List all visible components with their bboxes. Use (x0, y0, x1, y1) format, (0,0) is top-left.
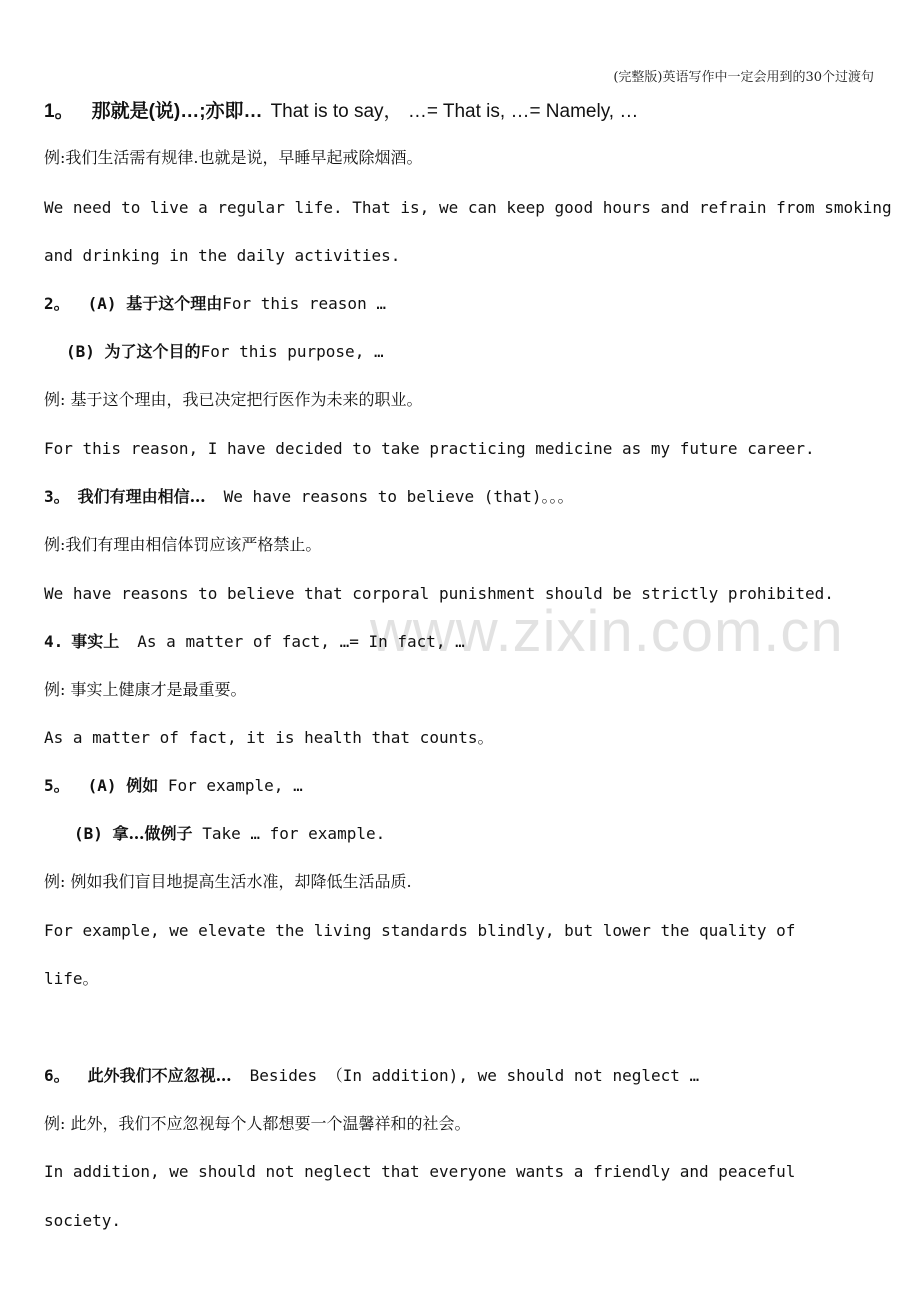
item-2-b-chinese: 为了这个目的 (104, 342, 201, 361)
item-5-example-en-2: life。 (44, 969, 99, 988)
item-1-example-en-1: We need to live a regular life. That is, we can keep good hours and refrain from smoking (44, 198, 892, 217)
item-5-example-en-1: For example, we elevate the living standards blindly, but lower the quality of (44, 921, 796, 940)
item-3-example-en-1: We have reasons to believe that corporal punishment should be strictly prohibited. (44, 584, 834, 603)
item-2-a-chinese: 基于这个理由 (126, 294, 223, 313)
item-2-example-cn: 例: 基于这个理由，我已决定把行医作为未来的职业。 (44, 390, 423, 409)
item-5-a-label: (A) (87, 776, 117, 795)
item-5-heading-a (44, 775, 303, 797)
item-4-english: As a matter of fact, …= In fact, … (137, 632, 465, 651)
item-2-b-label: (B) (66, 342, 95, 361)
item-4-heading (44, 631, 465, 653)
item-1-chinese: 那就是(说)…;亦即… (91, 101, 263, 122)
item-1-number: 1。 (44, 101, 74, 122)
item-6-chinese: 此外我们不应忽视… (87, 1066, 232, 1085)
item-4-example-cn: 例: 事实上健康才是最重要。 (44, 680, 247, 699)
item-1-example-cn: 例:我们生活需有规律.也就是说，早睡早起戒除烟酒。 (44, 148, 423, 167)
item-1-heading (44, 101, 638, 123)
item-5-example-cn: 例: 例如我们盲目地提高生活水准，却降低生活品质. (44, 872, 412, 891)
item-3-chinese: 我们有理由相信… (77, 487, 206, 506)
item-5-heading-b (74, 823, 385, 845)
item-3-number: 3。 (44, 487, 70, 506)
item-5-b-label: (B) (74, 824, 103, 843)
item-4-number: 4. (44, 632, 64, 651)
item-3-english: We have reasons to believe (that)。。。 (223, 487, 574, 506)
item-2-heading-a (44, 293, 386, 315)
item-4-example-en-1: As a matter of fact, it is health that counts。 (44, 728, 494, 747)
item-3-heading (44, 486, 574, 508)
item-2-b-english: For this purpose, … (200, 342, 384, 361)
item-6-example-en-1: In addition, we should not neglect that everyone wants a friendly and peaceful (44, 1162, 796, 1181)
item-2-heading-b (66, 341, 384, 363)
item-1-example-en-2: and drinking in the daily activities. (44, 246, 401, 265)
item-5-b-english: Take … for example. (202, 824, 386, 843)
watermark: www.zixin.com.cn (370, 599, 844, 664)
item-3-example-cn: 例:我们有理由相信体罚应该严格禁止。 (44, 535, 322, 554)
document-header: (完整版)英语写作中一定会用到的30个过渡句 (613, 70, 874, 85)
item-2-number: 2。 (44, 294, 70, 313)
item-6-heading (44, 1065, 699, 1087)
item-6-example-en-2: society. (44, 1211, 122, 1230)
item-2-example-en-1: For this reason, I have decided to take practicing medicine as my future career. (44, 439, 815, 458)
item-6-number: 6。 (44, 1066, 70, 1085)
item-1-english: That is to say， …= That is, …= Namely, … (270, 101, 639, 122)
item-2-a-english: For this reason … (222, 294, 386, 313)
item-6-english: Besides （In addition), we should not neglect … (249, 1066, 700, 1085)
item-5-a-english: For example, … (167, 776, 303, 795)
item-2-a-label: (A) (87, 294, 117, 313)
item-5-b-chinese: 拿…做例子 (112, 824, 193, 843)
item-4-chinese: 事实上 (71, 632, 120, 651)
item-6-example-cn: 例: 此外，我们不应忽视每个人都想要一个温馨祥和的社会。 (44, 1114, 471, 1133)
item-5-number: 5。 (44, 776, 70, 795)
item-5-a-chinese: 例如 (126, 776, 159, 795)
